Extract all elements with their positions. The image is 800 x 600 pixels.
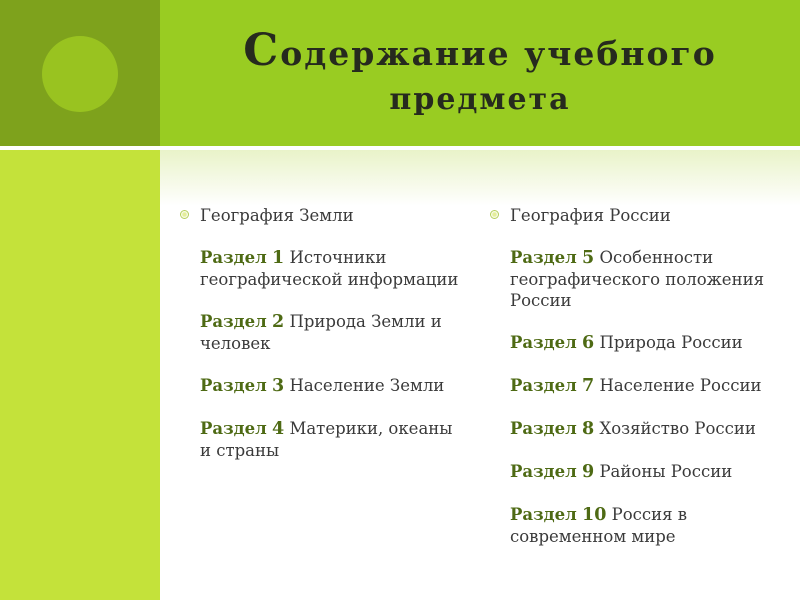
section-item: Раздел 2 Природа Земли и человек: [200, 312, 442, 353]
right-heading: География России: [490, 205, 790, 226]
left-column: [180, 205, 460, 482]
section-item: Раздел 4 Материки, океаны и страны: [200, 419, 453, 460]
slide-title: [160, 25, 800, 123]
section-item: Раздел 9 Районы России: [510, 462, 733, 482]
section-item: Раздел 3 Население Земли: [200, 376, 445, 396]
title-line-2: предмета: [389, 82, 571, 117]
content-gradient: [160, 150, 800, 206]
section-item: Раздел 1 Источники географической информации: [200, 248, 459, 289]
left-side-bar: [0, 150, 160, 600]
section-item: Раздел 7 Население России: [510, 376, 762, 396]
left-heading: География Земли: [180, 205, 460, 226]
right-column: [490, 205, 790, 568]
title-line-1: Содержание учебного: [243, 25, 717, 76]
left-top-panel: [0, 0, 160, 146]
bullet-icon: [490, 210, 499, 219]
section-item: Раздел 8 Хозяйство России: [510, 419, 756, 439]
section-item: Раздел 10 Россия в современном мире: [510, 505, 688, 546]
section-item: Раздел 5 Особенности географического положения России: [510, 248, 764, 310]
section-item: Раздел 6 Природа России: [510, 333, 743, 353]
bullet-icon: [180, 210, 189, 219]
decorative-circle: [42, 36, 118, 112]
